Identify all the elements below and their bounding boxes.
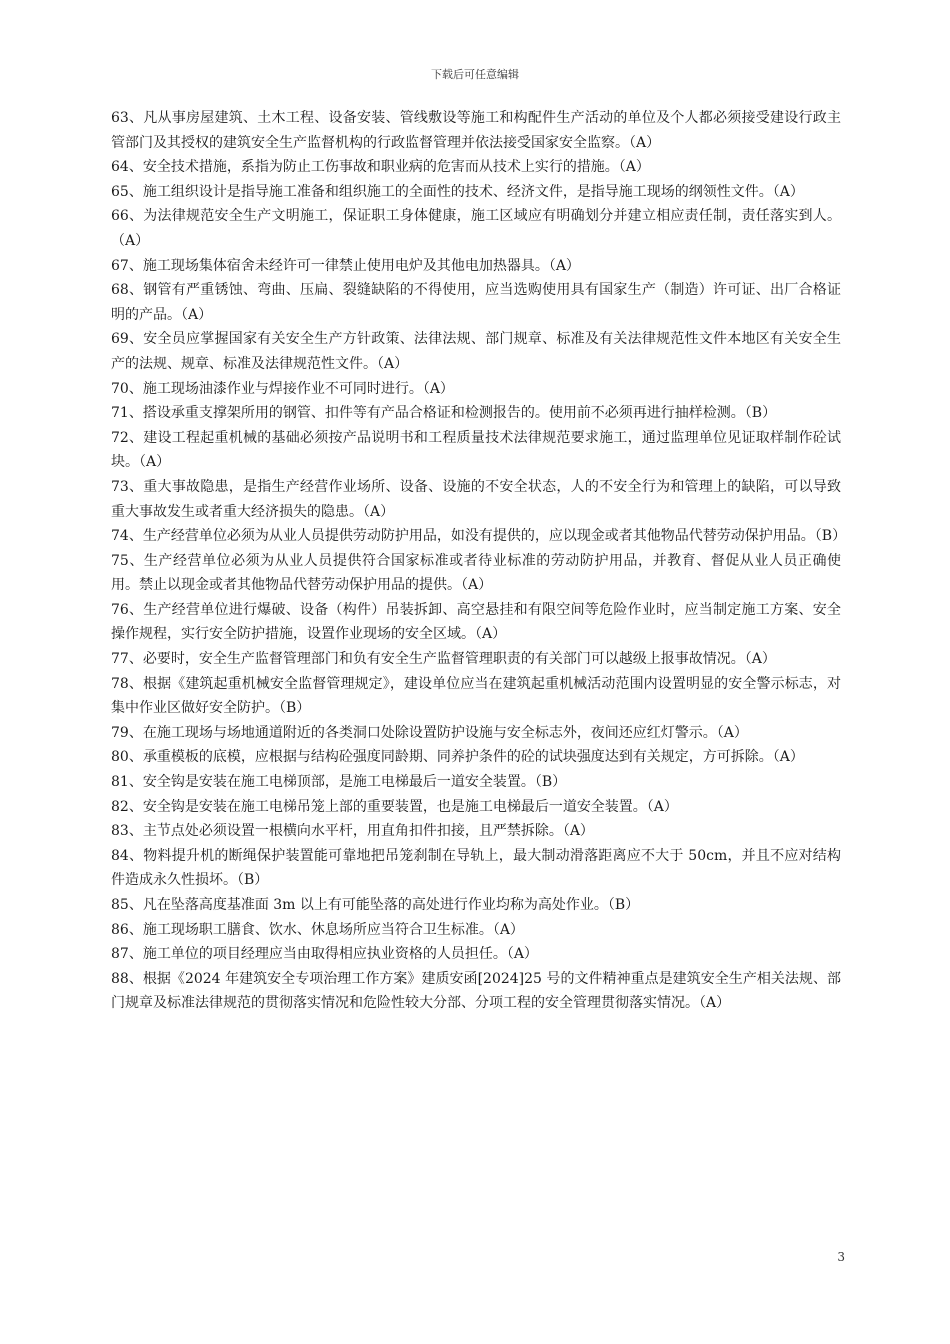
list-item: 77、必要时，安全生产监督管理部门和负有安全生产监督管理职责的有关部门可以越级上报事故情况。（A） <box>111 651 776 668</box>
list-item: 81、安全钩是安装在施工电梯顶部，是施工电梯最后一道安全装置。（B） <box>111 774 567 791</box>
list-item: 66、为法律规范安全生产文明施工，保证职工身体健康，施工区域应有明确划分并建立相应责任制，责任落实到人。（A） <box>111 208 841 249</box>
list-item: 65、施工组织设计是指导施工准备和组织施工的全面性的技术、经济文件，是指导施工现场的纲领性文件。（A） <box>111 183 804 200</box>
list-item: 86、施工现场职工膳食、饮水、休息场所应当符合卫生标准。（A） <box>111 921 524 938</box>
list-item: 63、凡从事房屋建筑、土木工程、设备安装、管线敷设等施工和构配件生产活动的单位及个人都必须接受建设行政主管部门及其授权的建筑安全生产监督机构的行政监督管理并依法接受国家安全监察。（A） <box>111 110 841 151</box>
list-item: 82、安全钩是安装在施工电梯吊笼上部的重要装置，也是施工电梯最后一道安全装置。（A） <box>111 798 678 815</box>
list-item: 71、搭设承重支撑架所用的钢管、扣件等有产品合格证和检测报告的。使用前不必须再进行抽样检测。（B） <box>111 405 777 422</box>
list-item: 75、生产经营单位必须为从业人员提供符合国家标准或者待业标准的劳动防护用品，并教育、督促从业人员正确使用。禁止以现金或者其他物品代替劳动保护用品的提供。（A） <box>111 552 841 594</box>
list-item: 68、钢管有严重锈蚀、弯曲、压扁、裂缝缺陷的不得使用，应当选购使用具有国家生产（制造）许可证、出厂合格证明的产品。（A） <box>111 282 841 323</box>
list-item: 76、生产经营单位进行爆破、设备（构件）吊装拆卸、高空悬挂和有限空间等危险作业时，应当制定施工方案、安全操作规程，实行安全防护措施，设置作业现场的安全区域。（A） <box>111 601 841 643</box>
page-number: 3 <box>837 1250 845 1264</box>
list-item: 84、物料提升机的断绳保护装置能可靠地把吊笼刹制在导轨上，最大制动滑落距离应不大于 50cm，并且不应对结构件造成永久性损坏。（B） <box>111 847 841 889</box>
page-header: 下载后可任意编辑 <box>431 68 519 81</box>
list-item: 72、建设工程起重机械的基础必须按产品说明书和工程质量技术法律规范要求施工，通过监理单位见证取样制作砼试块。（A） <box>111 429 841 471</box>
question-list <box>111 106 847 1016</box>
list-item: 88、根据《2024 年建筑安全专项治理工作方案》建质安函[2024]25 号的文件精神重点是建筑安全生产相关法规、部门规章及标准法律规范的贯彻落实情况和危险性较大分部、分项工程的安全管理贯彻落实情况。（A） <box>111 970 841 1012</box>
list-item: 67、施工现场集体宿舍未经许可一律禁止使用电炉及其他电加热器具。（A） <box>111 257 580 274</box>
list-item: 73、重大事故隐患，是指生产经营作业场所、设备、设施的不安全状态，人的不安全行为和管理上的缺陷，可以导致重大事故发生或者重大经济损失的隐患。（A） <box>111 478 841 520</box>
list-item: 83、主节点处必须设置一根横向水平杆，用直角扣件扣接，且严禁拆除。（A） <box>111 823 594 840</box>
list-item: 87、施工单位的项目经理应当由取得相应执业资格的人员担任。（A） <box>111 946 538 963</box>
list-item: 64、安全技术措施，系指为防止工伤事故和职业病的危害而从技术上实行的措施。（A） <box>111 159 650 176</box>
list-item: 70、施工现场油漆作业与焊接作业不可同时进行。（A） <box>111 380 454 397</box>
list-item: 78、根据《建筑起重机械安全监督管理规定》，建设单位应当在建筑起重机械活动范围内设置明显的安全警示标志，对集中作业区做好安全防护。（B） <box>111 675 841 717</box>
list-item: 74、生产经营单位必须为从业人员提供劳动防护用品，如没有提供的，应以现金或者其他物品代替劳动保护用品。（B） <box>111 528 847 545</box>
list-item: 85、凡在坠落高度基准面 3m 以上有可能坠落的高处进行作业均称为高处作业。（B） <box>111 897 640 913</box>
list-item: 79、在施工现场与场地通道附近的各类洞口处除设置防护设施与安全标志外，夜间还应红灯警示。（A） <box>111 724 748 741</box>
list-item: 69、安全员应掌握国家有关安全生产方针政策、法律法规、部门规章、标准及有关法律规范性文件本地区有关安全生产的法规、规章、标准及法律规范性文件。（A） <box>111 331 841 372</box>
list-item: 80、承重模板的底模，应根据与结构砼强度同龄期、同养护条件的砼的试块强度达到有关规定，方可拆除。（A） <box>111 749 804 766</box>
